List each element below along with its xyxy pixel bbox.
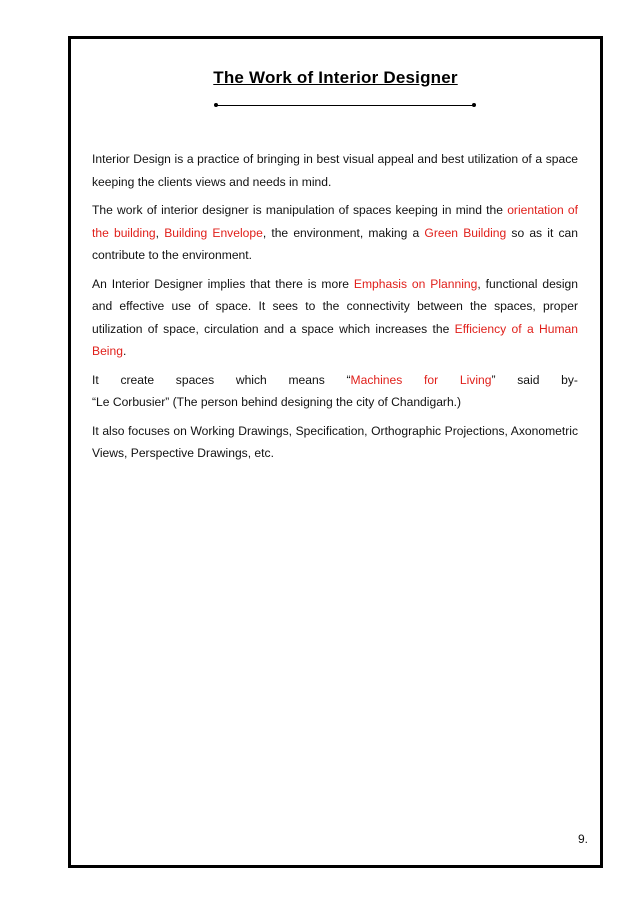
highlight-building-envelope: Building Envelope	[164, 225, 263, 240]
highlight-orientation: orientation of the building	[92, 203, 578, 240]
word: It	[92, 372, 99, 387]
highlight-living: Living	[459, 372, 492, 387]
paragraph-corbusier: “Le Corbusier” (The person behind designing the city of Chandigarh.)	[92, 395, 462, 409]
text-segment: ,	[155, 225, 165, 240]
divider-left-dot	[214, 103, 218, 107]
text-segment: .	[122, 344, 127, 358]
title-divider	[216, 105, 474, 106]
word: said	[517, 372, 540, 387]
quote-close: ”	[491, 372, 496, 387]
highlight-emphasis-planning: Emphasis on Planning	[353, 276, 478, 291]
quoted-living	[460, 369, 496, 392]
text-segment: An Interior Designer implies that there is more	[92, 276, 354, 291]
highlight-for: for	[424, 372, 439, 387]
page-title: The Work of Interior Designer	[213, 68, 458, 87]
highlight-efficiency: Efficiency of a Human Being	[92, 321, 578, 358]
quote-open: “	[346, 372, 351, 387]
word: by-	[561, 372, 578, 387]
paragraph-machines	[92, 369, 578, 392]
word: create	[120, 372, 155, 387]
machines-line	[92, 369, 578, 392]
text-segment: so as it can contribute to the environment.	[92, 225, 578, 262]
highlight-green-building: Green Building	[424, 225, 507, 240]
word: spaces	[175, 372, 215, 387]
word: means	[288, 372, 325, 387]
text-segment: The work of interior designer is manipulation of spaces keeping in mind the	[92, 203, 508, 217]
paragraph-work	[92, 199, 578, 267]
divider-right-dot	[472, 103, 476, 107]
text-segment: , the environment, making a	[262, 225, 425, 240]
body-text	[92, 148, 578, 471]
highlight-machines: Machines	[350, 372, 403, 387]
text-segment: , functional design and effective use of space. It sees to the connectivity between the spaces, proper utilization of space, circulation and a space which increases the	[92, 276, 578, 336]
page-number: 9.	[577, 832, 588, 846]
word: which	[235, 372, 267, 387]
paragraph-planning	[92, 273, 578, 363]
quoted-machines	[347, 369, 403, 392]
paragraph-focus: It also focuses on Working Drawings, Specification, Orthographic Projections, Axonometric Views, Perspective Drawings, etc.	[92, 423, 578, 460]
paragraph-definition: Interior Design is a practice of bringing in best visual appeal and best utilization of a space keeping the clients views and needs in mind.	[92, 152, 578, 189]
